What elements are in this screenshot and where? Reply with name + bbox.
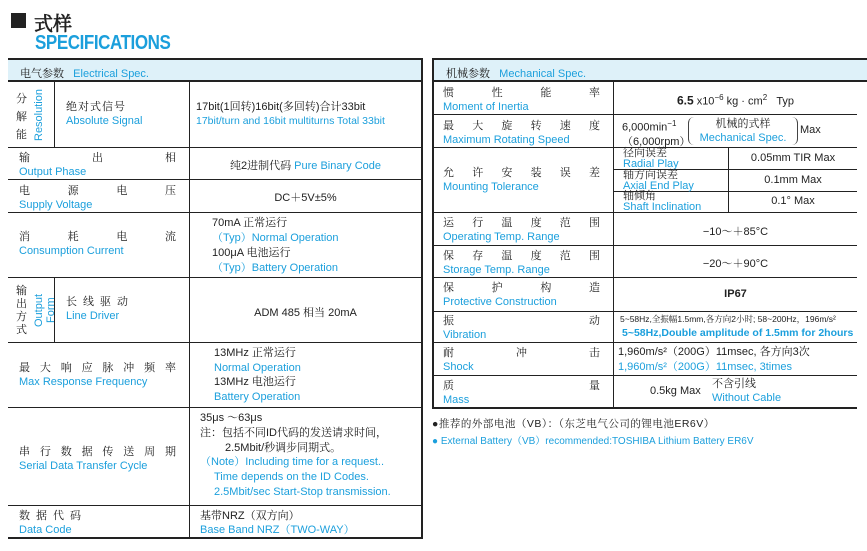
row-line <box>8 179 422 180</box>
supply-voltage-value: DC＋5V±5% <box>274 192 337 204</box>
table-bottom <box>432 407 857 409</box>
radial-play-value: 0.05mm TIR Max <box>750 152 836 164</box>
resolution-group-en: Resolution <box>33 89 45 141</box>
speed-note: 机械的式样 Mechanical Spec. <box>688 117 798 145</box>
radial-play-label: 径向误差 Radial Play <box>623 147 679 170</box>
op-temp-value: −10～＋85°C <box>702 226 769 238</box>
output-phase-value: 纯2进制代码 Pure Binary Code <box>229 160 381 172</box>
output-phase-label: 输出相 Output Phase <box>19 152 177 178</box>
title-en: SPECIFICATIONS <box>35 32 171 54</box>
resolution-value: 17bit(1回转)16bit(多回转)合计33bit 17bit/turn and 16bit multiturns Total 33bit <box>196 101 385 127</box>
row-line <box>432 245 857 246</box>
output-form-value: ADM 485 相当 20mA <box>254 307 357 319</box>
serial-value: 35μs ～63μs 注：包括不同ID代码的发送请求时间， 2.5Mbit/秒调步同期式。 （Note）Including time for a request.. Time depends on the ID Codes. 2.5Mbit/sec Start-Stop transmission. <box>200 412 391 498</box>
mechanical-header-en: Mechanical Spec. <box>499 68 586 80</box>
supply-voltage-label: 电源电压 Supply Voltage <box>19 185 177 211</box>
protect-label: 保护构造 Protective Construction <box>443 282 601 308</box>
vibration-value-cn: 5~58Hz,全振幅1.5mm,各方向2小时; 58~200Hz，196m/s² <box>620 314 836 324</box>
resolution-label: 绝对式信号 Absolute Signal <box>66 101 143 127</box>
title-cn: 式样 <box>34 14 73 35</box>
vibration-value-en: 5~58Hz,Double amplitude of 1.5mm for 2hours <box>622 327 854 339</box>
max-response-value: 13MHz 正常运行 Normal Operation 13MHz 电池运行 Battery Operation <box>214 347 301 403</box>
speed-label: 最大旋转速度 Maximum Rotating Speed <box>443 120 601 146</box>
electrical-header-en: Electrical Spec. <box>73 68 149 80</box>
battery-note-en: ● External Battery（VB）recommended:TOSHIBA Lithium Battery ER6V <box>432 436 754 447</box>
inertia-label: 惯性能率 Moment of Inertia <box>443 87 601 113</box>
electrical-header <box>8 58 423 82</box>
mechanical-header-cn: 机械参数 <box>446 68 490 80</box>
mass-note: 不含引线 Without Cable <box>712 378 782 404</box>
max-response-label: 最大响应脉冲频率 Max Response Frequency <box>19 362 177 388</box>
row-line <box>8 407 422 408</box>
vibration-label: 振动 Vibration <box>443 315 601 341</box>
consumption-value: 70mA 正常运行 （Typ）Normal Operation 100μA 电池运行 （Typ）Battery Operation <box>212 217 339 274</box>
output-form-group-cn: 输出方式 <box>16 285 27 336</box>
row-line <box>8 277 422 278</box>
st-temp-label: 保存温度范围 Storage Temp. Range <box>443 250 601 276</box>
axial-end-play-label: 轴方向误差 Axial End Play <box>623 169 694 192</box>
axial-end-play-value: 0.1mm Max <box>764 174 822 186</box>
mass-value: 0.5kg Max <box>650 385 701 397</box>
row-line <box>432 311 857 312</box>
row-line <box>432 277 857 278</box>
resolution-group-cn: 分解能 <box>16 93 27 141</box>
row-line <box>432 114 857 115</box>
row-line <box>432 342 857 343</box>
shaft-inclination-label: 轴倾角 Shaft Inclination <box>623 190 702 213</box>
consumption-label: 消耗电流 Consumption Current <box>19 231 177 257</box>
row-line <box>8 212 422 213</box>
electrical-header-cn: 电气参数 <box>20 68 64 80</box>
shock-value: 1,960m/s²（200G）11msec, 各方向3次 1,960m/s²（200G）11msec, 3times <box>618 346 810 373</box>
table-bottom <box>8 537 422 539</box>
speed-value: $6,000\min^{-1}$ （6,000rpm） <box>622 119 691 148</box>
title-square-icon <box>11 13 26 28</box>
battery-note-cn: ●推荐的外部电池（VB）：（东芝电气公司的锂电池ER6V） <box>432 418 715 430</box>
line-driver-label: 长线驱动 Line Driver <box>66 296 134 322</box>
inertia-value: 6.5 $x10^{-6}$ kg · $cm^2$ Typ <box>676 93 795 108</box>
data-code-label: 数据代码 Data Code <box>19 510 87 536</box>
data-code-value: 基带NRZ（双方向） Base Band NRZ（TWO-WAY） <box>200 510 355 536</box>
mechanical-header <box>432 58 867 82</box>
mass-label: 质量 Mass <box>443 380 601 406</box>
protect-value: IP67 <box>724 288 747 300</box>
speed-max: Max <box>800 124 821 136</box>
shaft-inclination-value: 0.1° Max <box>771 195 815 207</box>
st-temp-value: −20～＋90°C <box>702 258 769 270</box>
right-border <box>421 58 423 539</box>
shock-label: 耐冲击 Shock <box>443 347 601 373</box>
row-line <box>8 147 422 148</box>
row-line <box>432 375 857 376</box>
output-form-group-en: Output Form <box>33 293 57 327</box>
row-line <box>8 505 422 506</box>
op-temp-label: 运行温度范围 Operating Temp. Range <box>443 217 601 243</box>
mounting-label: 允许安装误差 Mounting Tolerance <box>443 167 601 193</box>
row-line <box>8 342 422 343</box>
serial-label: 串行数据传送周期 Serial Data Transfer Cycle <box>19 446 177 472</box>
